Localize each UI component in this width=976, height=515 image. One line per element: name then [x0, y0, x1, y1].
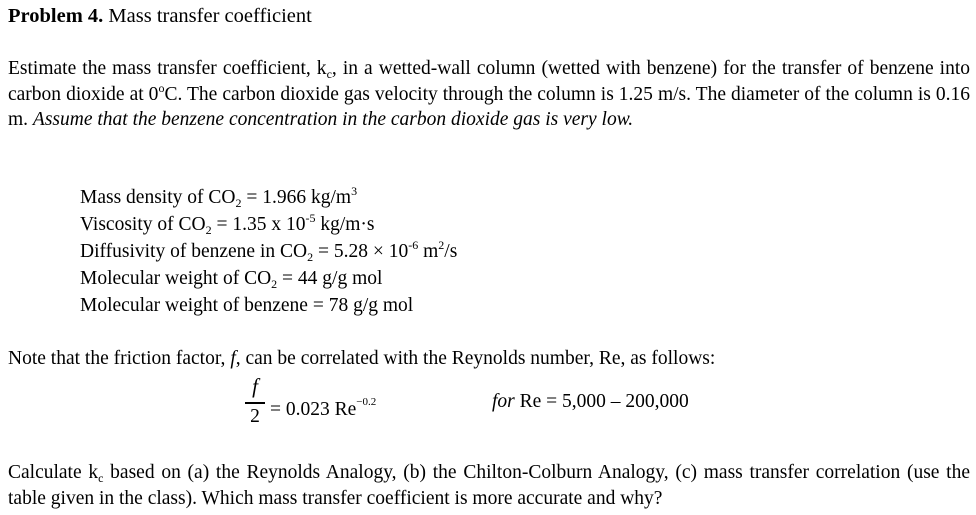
problem-title — [8, 4, 312, 28]
property-unit: m — [418, 241, 439, 262]
degree-superscript: o — [158, 80, 165, 95]
friction-equation — [244, 374, 764, 438]
property-label: Viscosity of CO — [80, 214, 206, 235]
equation-exponent: −0.2 — [356, 396, 377, 408]
question-paragraph — [8, 460, 970, 511]
fraction-denominator: 2 — [250, 406, 260, 427]
property-subscript: 2 — [205, 223, 212, 237]
problem-number: Problem 4. — [8, 5, 104, 27]
intro-text-1: Estimate the mass transfer coefficient, k — [8, 58, 327, 79]
property-label: Molecular weight of CO — [80, 268, 272, 289]
kc-subscript: c — [326, 67, 332, 81]
property-list — [80, 184, 457, 319]
equation-condition — [492, 390, 689, 414]
question-text-2: based on (a) the Reynolds Analogy, (b) the Chilton-Colburn Analogy, (c) mass transfer correlation (use the table given in the class). Which mass transfer coefficient is more accurate and why? — [8, 462, 971, 509]
problem-title-text: Mass transfer coefficient — [108, 5, 312, 27]
property-subscript: 2 — [271, 277, 278, 291]
fraction-bar — [245, 402, 265, 404]
property-diffusivity — [80, 238, 457, 265]
property-superscript: -6 — [408, 238, 419, 252]
property-mw-co2 — [80, 265, 457, 292]
property-viscosity — [80, 211, 457, 238]
property-subscript: 2 — [307, 250, 314, 264]
property-mw-benzene — [80, 292, 457, 319]
property-value: = 1.966 kg/m — [241, 187, 352, 208]
property-unit: kg/m·s — [315, 214, 375, 235]
friction-factor-symbol: f — [230, 348, 236, 369]
property-value: = 44 g/g mol — [277, 268, 383, 289]
property-label: Molecular weight of benzene = 78 g/g mol — [80, 295, 414, 316]
property-unit-tail: /s — [444, 241, 458, 262]
condition-for: for — [492, 391, 515, 412]
property-value: = 5.28 × 10 — [313, 241, 409, 262]
kc-subscript: c — [98, 471, 104, 485]
property-density — [80, 184, 457, 211]
question-text-1: Calculate k — [8, 462, 99, 483]
note-text-2: , can be correlated with the Reynolds number, Re, as follows: — [235, 348, 716, 369]
property-subscript: 2 — [235, 196, 242, 210]
property-value: = 1.35 x 10 — [211, 214, 306, 235]
note-text-1: Note that the friction factor, — [8, 348, 231, 369]
fraction-numerator: f — [252, 374, 258, 398]
property-label: Mass density of CO — [80, 187, 236, 208]
intro-assumption: Assume that the benzene concentration in the carbon dioxide gas is very low. — [32, 109, 634, 130]
property-unit-superscript: 2 — [438, 238, 445, 252]
property-label: Diffusivity of benzene in CO — [80, 241, 308, 262]
condition-range: Re = 5,000 – 200,000 — [514, 391, 689, 412]
property-superscript: 3 — [351, 184, 358, 198]
intro-text-3: C. The carbon dioxide gas velocity through the column is 1.25 m/s. The diameter of the column is 0.16 m. — [8, 83, 971, 130]
equation-rhs-text: = 0.023 Re — [270, 399, 357, 420]
friction-note — [8, 346, 715, 371]
equation-rhs — [270, 390, 376, 422]
intro-text-2: , in a wetted-wall column (wetted with benzene) for the transfer of benzene into carbon dioxide at 0 — [8, 58, 971, 105]
property-superscript: -5 — [305, 211, 316, 225]
intro-paragraph — [8, 56, 970, 133]
